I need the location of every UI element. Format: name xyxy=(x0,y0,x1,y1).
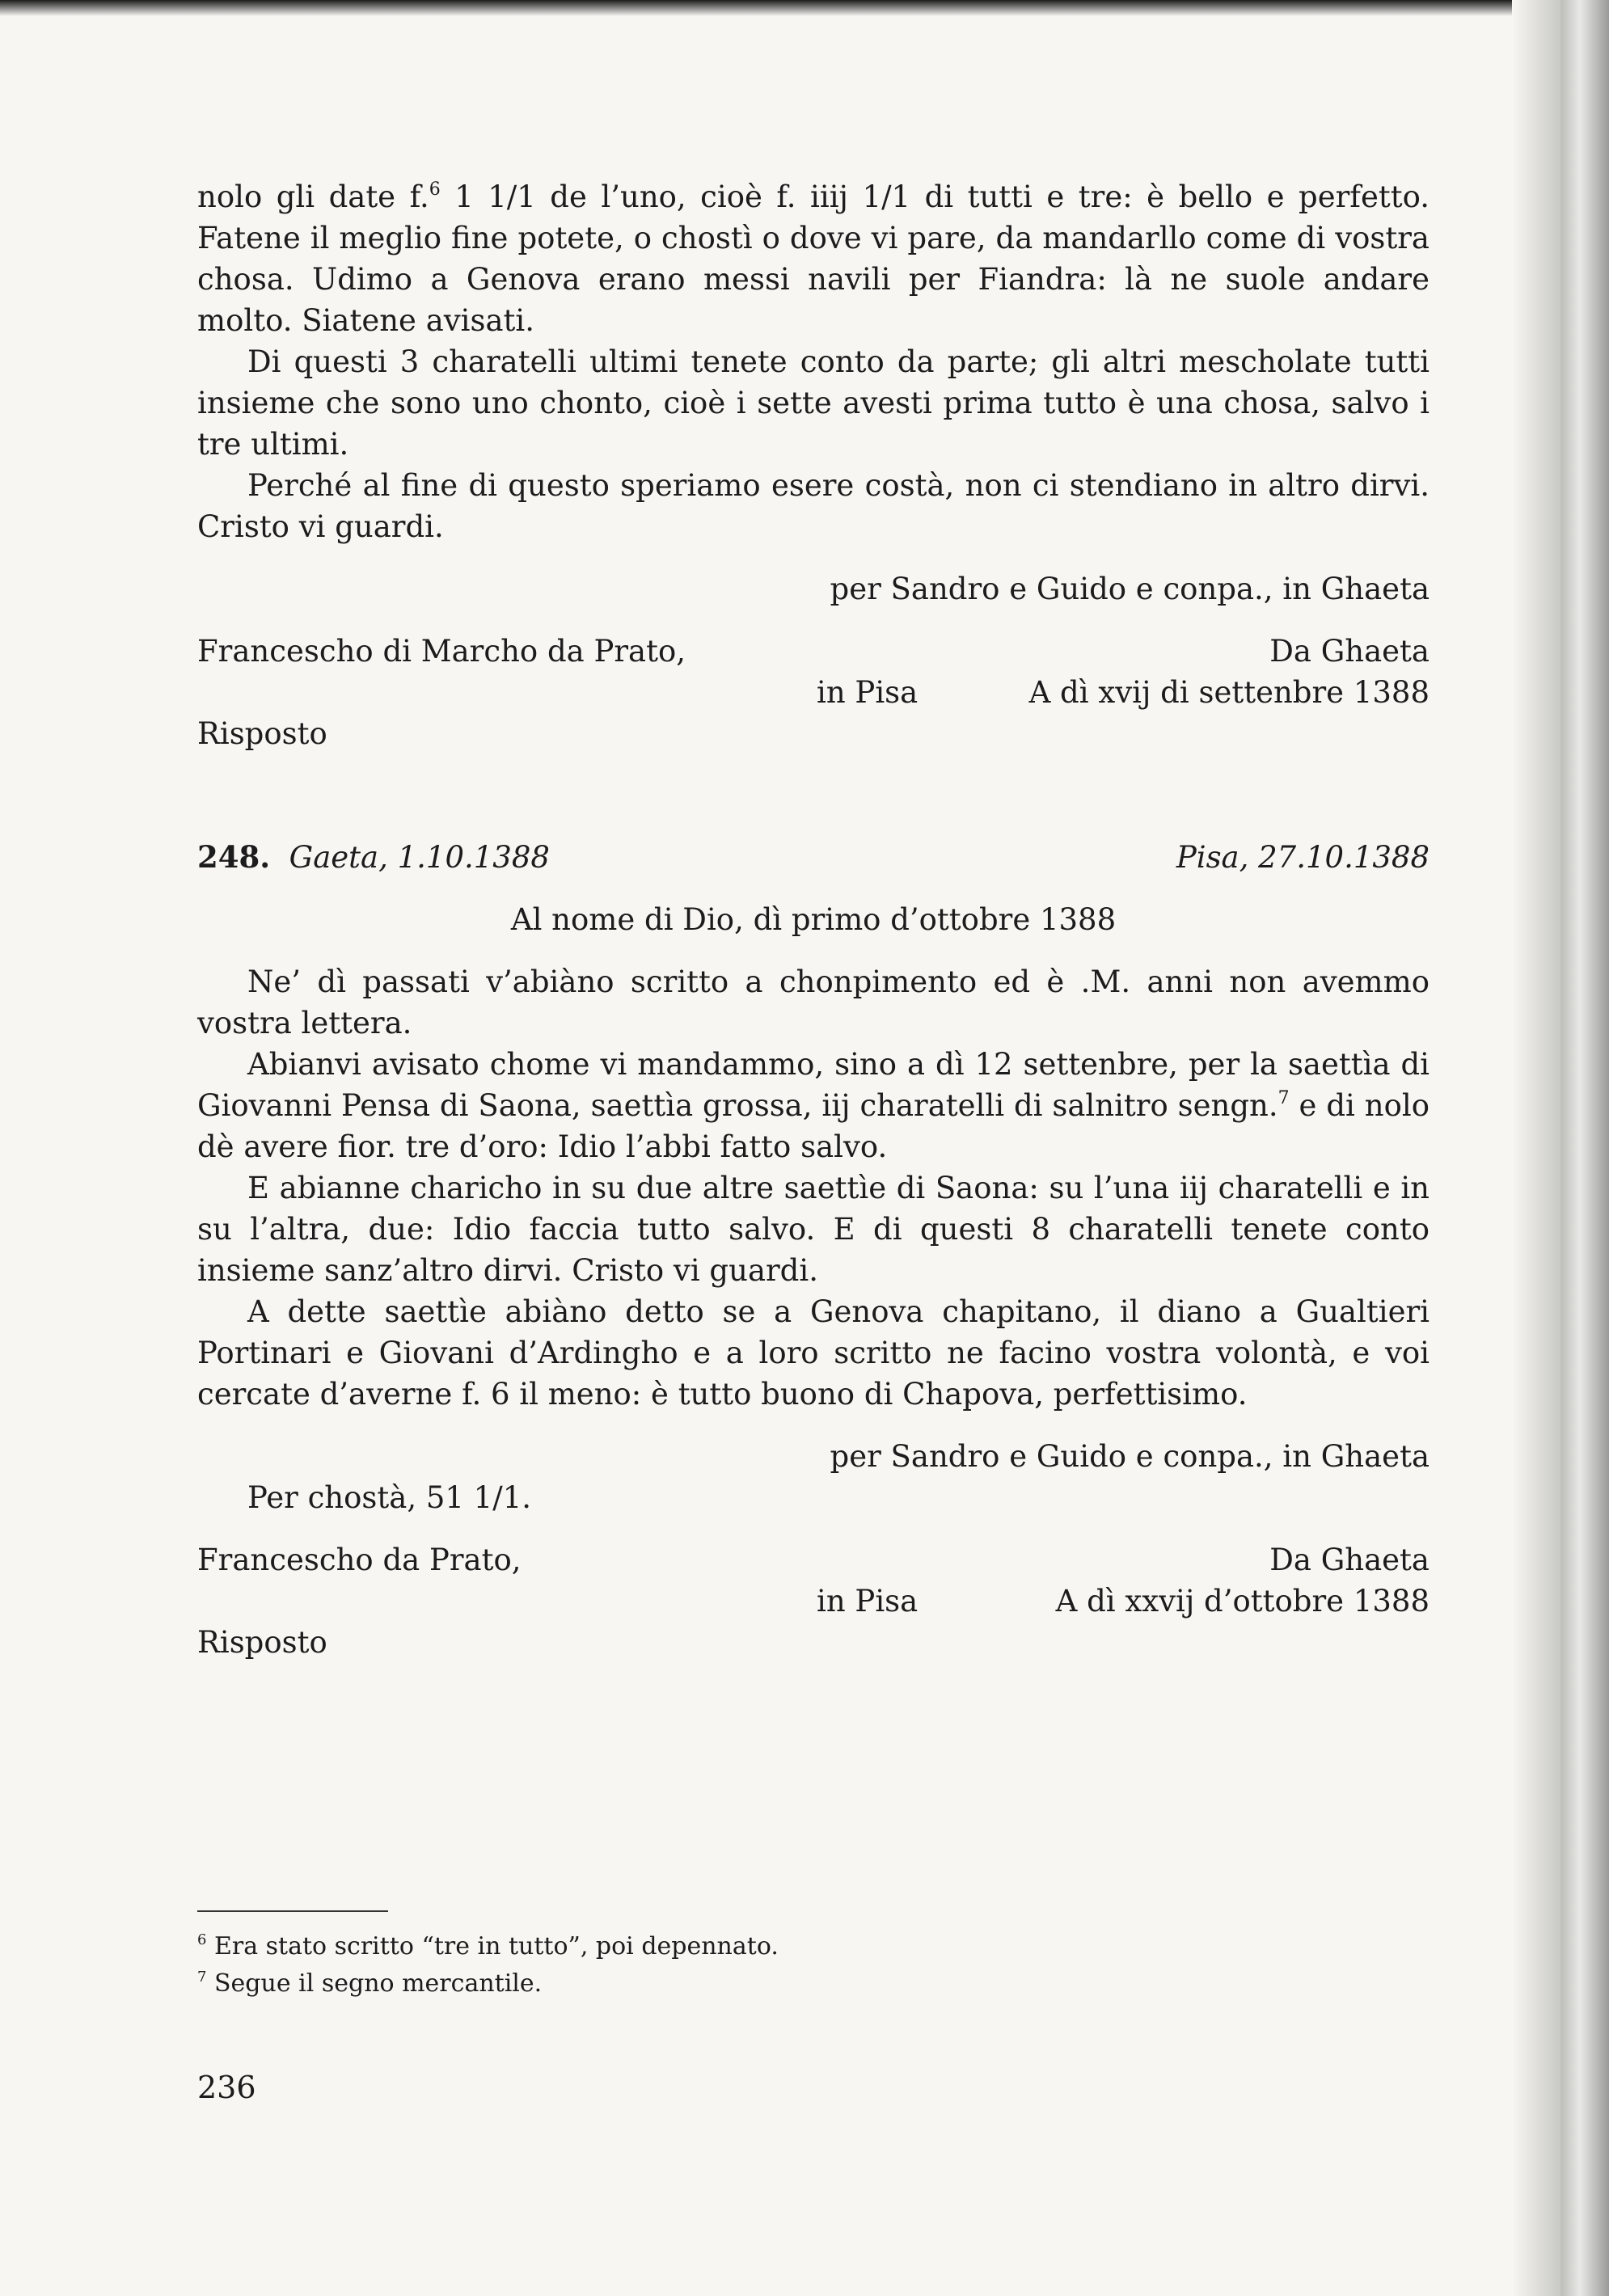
letter-number: 248. xyxy=(197,839,271,875)
paragraph-text: 1 1/1 de l’uno, cioè f. iiij 1/1 di tutti e tre: è bello e perfetto. Fatene il meglio fine potete, o chostì o dove vi pare, da mandarllo come di vostra chosa. Udimo a Genova erano messi navili per Fiandra: là ne suole andare molto. Siatene avisati. xyxy=(197,179,1430,338)
letter-date: A dì xxvij d’ottobre 1388 xyxy=(1055,1584,1430,1619)
paragraph: Di questi 3 charatelli ultimi tenete conto da parte; gli altri mescholate tutti insieme che sono uno chonto, cioè i sette avesti prima tutto è una chosa, salvo i tre ultimi. xyxy=(197,344,1430,462)
letter-heading xyxy=(197,837,1430,878)
addressee-place: in Pisa xyxy=(817,1584,919,1619)
response-note: Risposto xyxy=(197,1625,327,1660)
paragraph-text: nolo gli date f. xyxy=(197,179,429,214)
page-number: 236 xyxy=(197,2070,256,2105)
signature: per Sandro e Guido e conpa., in Ghaeta xyxy=(830,1439,1430,1474)
letter-opening: Al nome di Dio, dì primo d’ottobre 1388 xyxy=(510,902,1117,937)
letter-date: A dì xvij di settenbre 1388 xyxy=(1028,675,1430,710)
footnote-text: Segue il segno mercantile. xyxy=(206,1969,543,1998)
footnote-ref[interactable]: 7 xyxy=(1277,1088,1290,1108)
address-row xyxy=(197,631,1430,672)
paragraph: Ne’ dì passati v’abiàno scritto a chonpimento ed è .M. anni non avemmo vostra lettera. xyxy=(197,964,1430,1040)
addressee: Francescho da Prato, xyxy=(197,1543,522,1577)
addressee-place: in Pisa xyxy=(817,675,919,710)
paragraph: E abianne charicho in su due altre saettìe di Saona: su l’una iij charatelli e in su l’altra, due: Idio faccia tutto salvo. E di questi 8 charatelli tenete conto insieme sanz’altro dirvi. Cristo vi guardi. xyxy=(197,1171,1430,1288)
footnote xyxy=(197,1928,1329,1965)
place-date-row xyxy=(197,672,1430,713)
footnote-mark: 6 xyxy=(197,1931,207,1948)
page-body xyxy=(197,176,1430,1663)
signature: per Sandro e Guido e conpa., in Ghaeta xyxy=(830,572,1430,606)
footnotes xyxy=(197,1928,1329,2003)
footnote-mark: 7 xyxy=(197,1969,207,1986)
footnote xyxy=(197,1965,1329,2003)
origin: Da Ghaeta xyxy=(1269,1543,1430,1577)
address-row xyxy=(197,1539,1430,1581)
paragraph-text: Abianvi avisato chome vi mandammo, sino a dì 12 settenbre, per la saettìa di Giovanni Pensa di Saona, saettìa grossa, iij charatelli di salnitro sengn. xyxy=(197,1047,1430,1123)
book-edge xyxy=(1560,0,1609,2296)
addressee: Francescho di Marcho da Prato, xyxy=(197,634,686,669)
paragraph: A dette saettìe abiàno detto se a Genova chapitano, il diano a Gualtieri Portinari e Giovani d’Ardingho e a loro scritto ne facino vostra volontà, e voi cercate d’averne f. 6 il meno: è tutto buono di Chapova, perfettisimo. xyxy=(197,1294,1430,1412)
letter-from: Gaeta, 1.10.1388 xyxy=(289,840,550,875)
place-date-row xyxy=(197,1581,1430,1622)
postscript: Per chostà, 51 1/1. xyxy=(247,1480,531,1515)
response-note: Risposto xyxy=(197,716,327,751)
footnote-rule xyxy=(197,1910,388,1912)
footnote-text: Era stato scritto “tre in tutto”, poi depennato. xyxy=(206,1932,779,1960)
paragraph-text: e di nolo dè avere fior. tre d’oro: Idio l’abbi fatto salvo. xyxy=(197,1088,1430,1164)
paragraph: Perché al fine di questo speriamo esere costà, non ci stendiano in altro dirvi. Cristo vi guardi. xyxy=(197,468,1430,544)
letter-to: Pisa, 27.10.1388 xyxy=(1176,840,1430,875)
origin: Da Ghaeta xyxy=(1269,634,1430,669)
footnote-ref[interactable]: 6 xyxy=(429,179,441,200)
paragraph xyxy=(197,176,1430,341)
paragraph xyxy=(197,1044,1430,1167)
